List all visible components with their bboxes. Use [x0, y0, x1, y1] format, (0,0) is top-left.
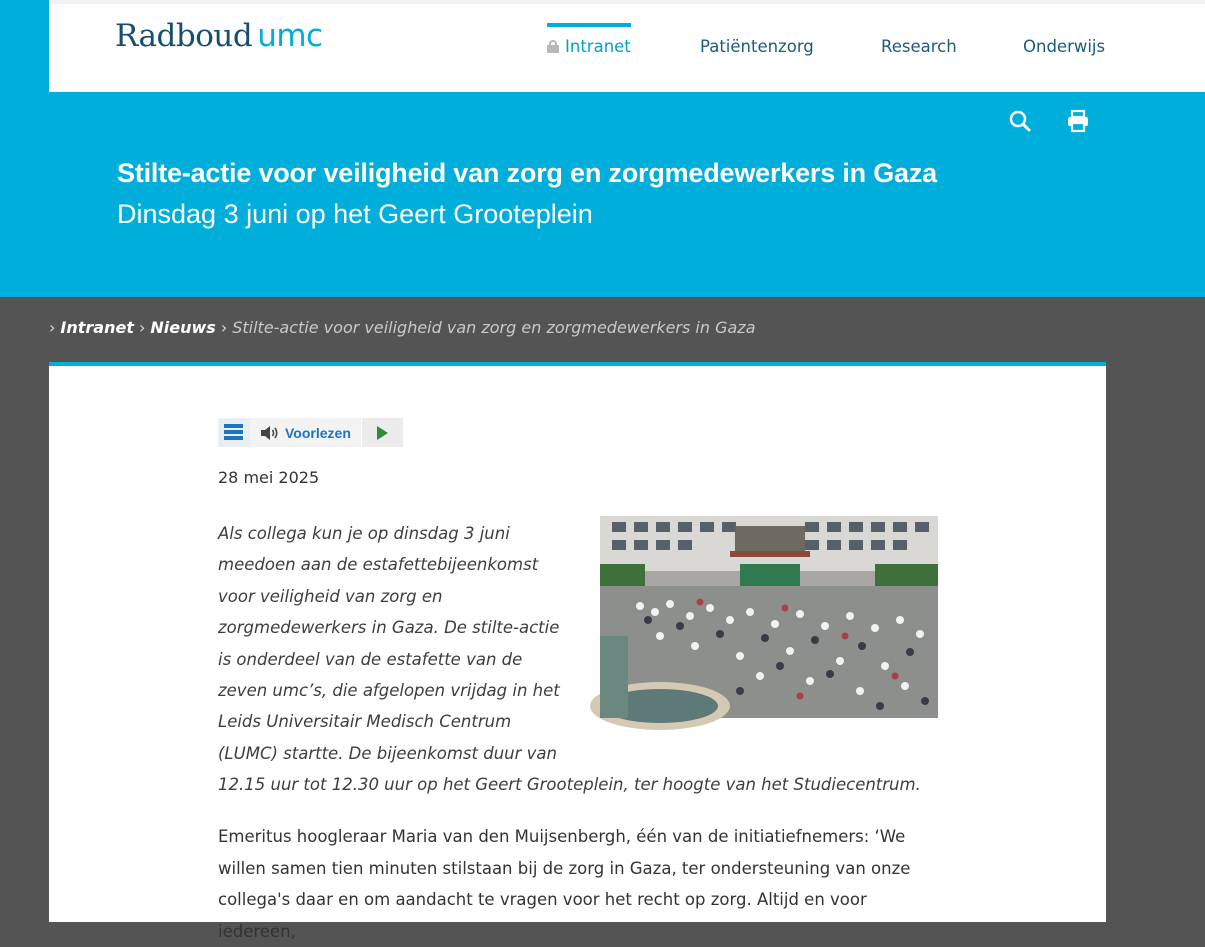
search-icon[interactable] [1008, 109, 1032, 133]
article-intro-text: Als collega kun je op dinsdag 3 juni meedoen aan de estafettebijeenkomst voor veiligheid van zorg en zorgmedewerkers in Gaza. De stilte-actie is onderdeel van de estafette van de zeven umc’s, die afgelopen vrijdag in het Leids Universitair Medisch Centrum (LUMC) startte. De bijeenkomst duur van 12.15 uur tot 12.30 uur op het Geert Grooteplein, ter hoogte van het Studiecentrum. [218, 524, 921, 795]
readspeaker-toolbar [218, 418, 403, 447]
voorlezen-button[interactable] [250, 418, 361, 447]
readspeaker-menu-icon[interactable] [218, 418, 250, 447]
breadcrumb-separator: › [49, 318, 56, 337]
breadcrumb-separator: › [220, 318, 228, 337]
nav-item-onderwijs-label: Onderwijs [1023, 37, 1106, 56]
nav-item-patientenzorg-label: Patiëntenzorg [700, 37, 814, 56]
nav-item-intranet-label: Intranet [565, 37, 631, 56]
voorlezen-label: Voorlezen [285, 424, 351, 441]
print-icon[interactable] [1066, 109, 1090, 133]
logo-part-umc: umc [257, 18, 323, 54]
site-header [0, 0, 1205, 92]
logo-part-radboud: Radboud [115, 18, 253, 54]
breadcrumb [49, 318, 756, 337]
header-top-line [49, 0, 1205, 4]
breadcrumb-link-nieuws[interactable]: Nieuws [150, 318, 216, 337]
nav-item-patientenzorg[interactable] [700, 23, 814, 73]
lock-icon [547, 40, 559, 53]
breadcrumb-link-intranet[interactable]: Intranet [60, 318, 134, 337]
photo-spacer [568, 518, 938, 738]
page-title: Stilte-actie voor veiligheid van zorg en zorgmedewerkers in Gaza [117, 158, 937, 188]
page-subtitle: Dinsdag 3 juni op het Geert Grooteplein [117, 199, 593, 229]
article-date: 28 mei 2025 [218, 468, 320, 487]
breadcrumb-current: Stilte-actie voor veiligheid van zorg en zorgmedewerkers in Gaza [232, 318, 756, 337]
article-card [49, 362, 1106, 941]
nav-item-research[interactable] [881, 23, 957, 73]
page-hero [0, 92, 1205, 297]
header-accent-strip [0, 0, 49, 92]
nav-item-intranet[interactable] [547, 23, 631, 73]
speaker-icon [260, 426, 280, 440]
nav-item-research-label: Research [881, 37, 957, 56]
article-intro [218, 518, 938, 801]
play-icon[interactable] [361, 418, 403, 447]
breadcrumb-separator: › [138, 318, 146, 337]
radboudumc-logo[interactable] [115, 18, 323, 58]
article-body: Emeritus hoogleraar Maria van den Muijsenbergh, één van de initiatiefnemers: ‘We willen samen tien minuten stilstaan bij de zorg in Gaza, ter ondersteuning van onze collega's daar en om aandacht te vragen voor het recht op zorg. Altijd en voor iedereen, [218, 827, 911, 941]
nav-item-onderwijs[interactable] [1023, 23, 1105, 73]
